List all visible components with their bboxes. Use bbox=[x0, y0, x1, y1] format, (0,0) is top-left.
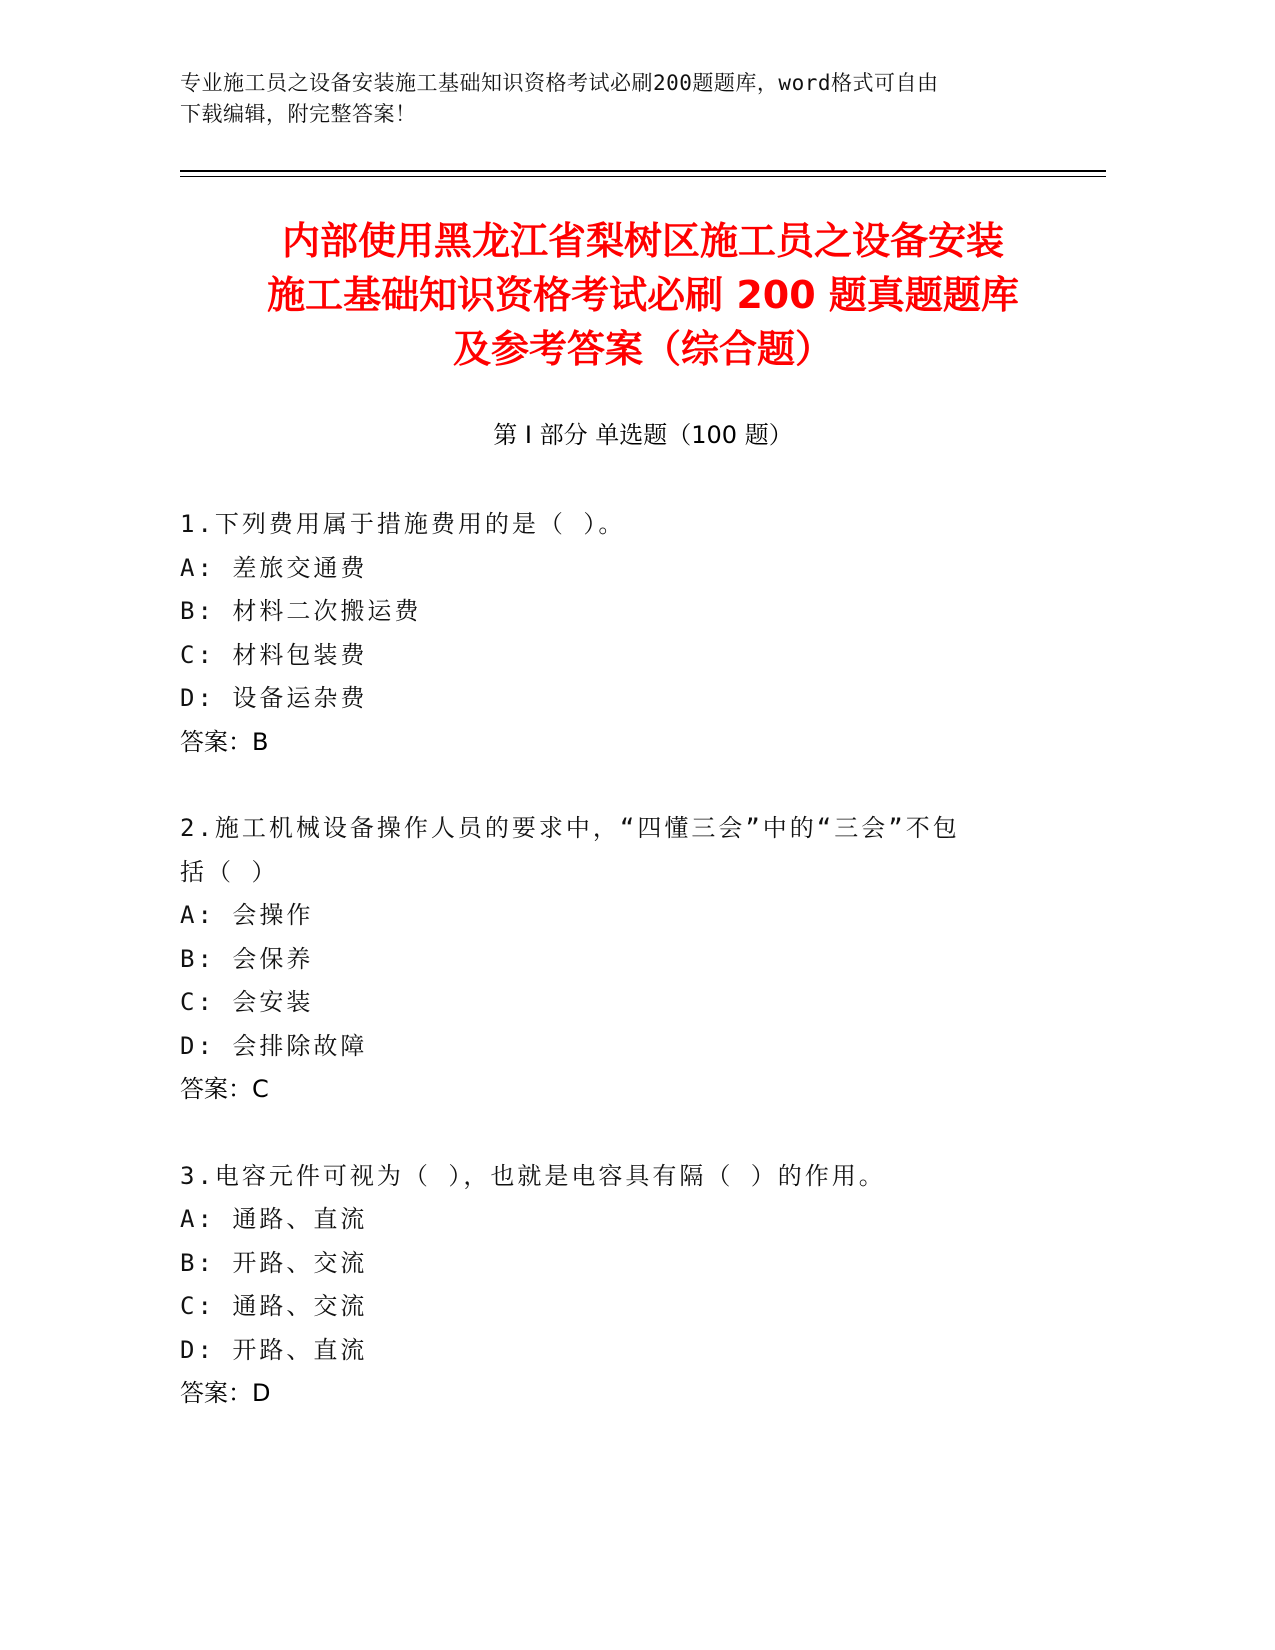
question-list bbox=[180, 503, 1060, 1459]
option-c: C: 通路、交流 bbox=[180, 1292, 368, 1320]
answer-line: 答案：D bbox=[180, 1379, 271, 1407]
question-stem: 3.电容元件可视为（ ），也就是电容具有隔（ ）的作用。 bbox=[180, 1161, 886, 1190]
option-a: A: 会操作 bbox=[180, 901, 314, 929]
header-divider-thin bbox=[180, 176, 1106, 177]
header-note-line-1: 专业施工员之设备安装施工基础知识资格考试必刷200题题库，word格式可自由 bbox=[180, 71, 939, 95]
option-b: B: 会保养 bbox=[180, 944, 314, 973]
question-2 bbox=[180, 807, 1060, 1112]
question-stem: 1.下列费用属于措施费用的是（ ）。 bbox=[180, 510, 626, 538]
document-title-line-3: 及参考答案（综合题） bbox=[452, 327, 833, 371]
header-note-line-2: 下载编辑，附完整答案！ bbox=[180, 102, 417, 126]
header-divider-thick bbox=[180, 170, 1106, 172]
question-stem: 2.施工机械设备操作人员的要求中，“四懂三会”中的“三会”不包 bbox=[180, 814, 960, 842]
document-title bbox=[180, 214, 1106, 376]
question-stem-continued: 括（ ） bbox=[180, 857, 279, 886]
document-title-line-1: 内部使用黑龙江省梨树区施工员之设备安装 bbox=[281, 219, 1004, 263]
answer-line: 答案：B bbox=[180, 727, 269, 756]
option-d: D: 开路、直流 bbox=[180, 1335, 368, 1364]
option-d: D: 会排除故障 bbox=[180, 1031, 368, 1060]
option-b: B: 开路、交流 bbox=[180, 1248, 368, 1277]
option-a: A: 通路、直流 bbox=[180, 1205, 368, 1233]
answer-line: 答案：C bbox=[180, 1075, 269, 1103]
section-heading: 第 I 部分 单选题（100 题） bbox=[493, 421, 793, 449]
question-3 bbox=[180, 1155, 1060, 1416]
document-title-line-2: 施工基础知识资格考试必刷 200 题真题题库 bbox=[267, 273, 1019, 317]
option-d: D: 设备运杂费 bbox=[180, 684, 368, 712]
option-b: B: 材料二次搬运费 bbox=[180, 597, 422, 625]
option-a: A: 差旅交通费 bbox=[180, 553, 368, 582]
option-c: C: 材料包装费 bbox=[180, 640, 368, 669]
option-c: C: 会安装 bbox=[180, 988, 314, 1016]
header-note bbox=[180, 68, 1060, 130]
question-1 bbox=[180, 503, 1060, 764]
